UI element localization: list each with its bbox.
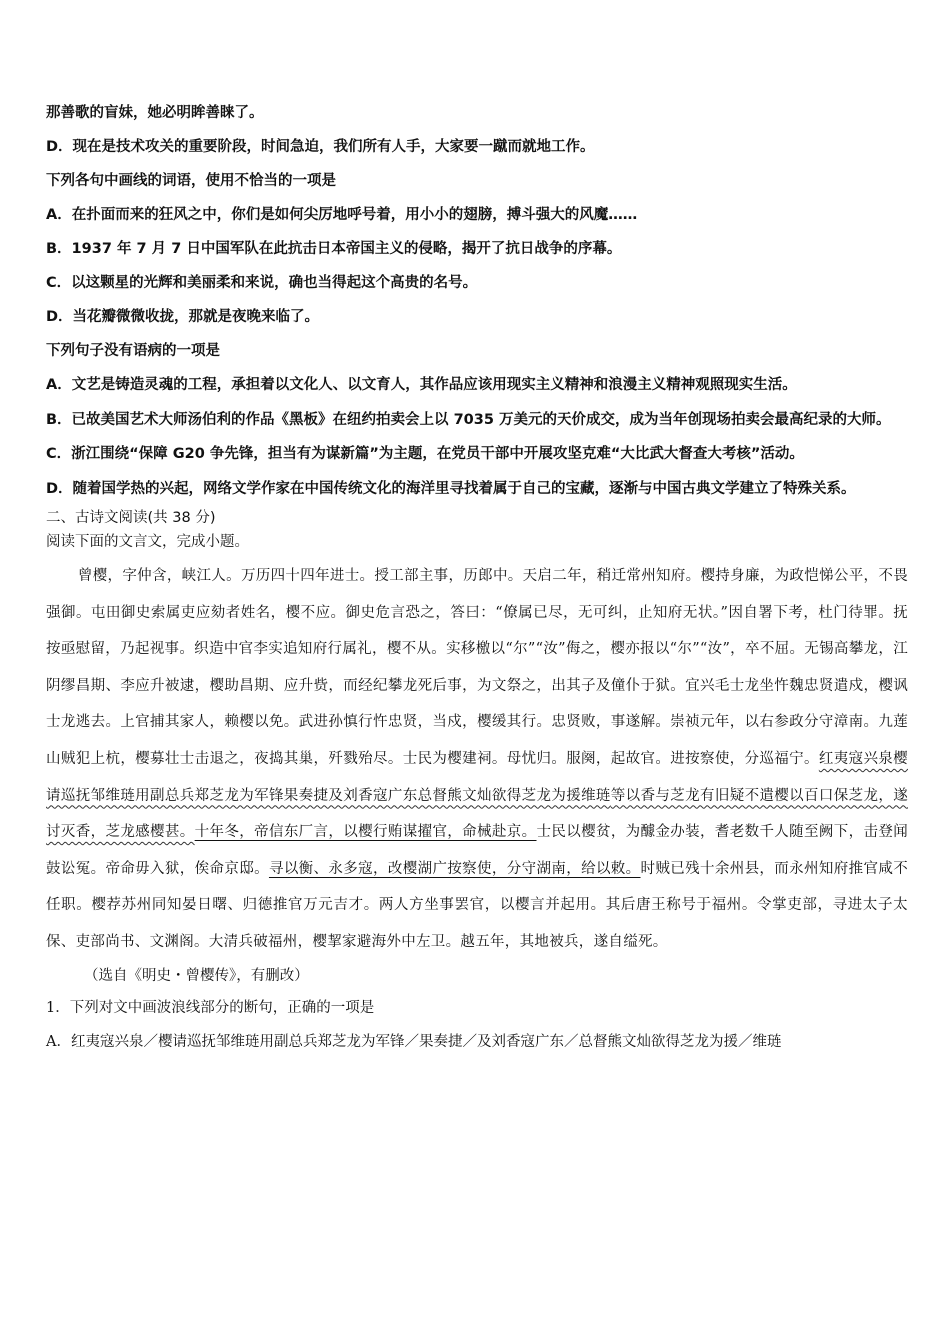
question-stem: 下列句子没有语病的一项是 (46, 343, 220, 359)
question-stem: 1．下列对文中画波浪线部分的断句，正确的一项是 (46, 999, 375, 1016)
passage-source: （选自《明史・曾樱传》，有删改） (84, 967, 309, 984)
classical-passage (46, 558, 908, 961)
option-d: D．当花瓣微微收拢，那就是夜晚来临了。 (46, 309, 320, 325)
passage-text: 曾樱，字仲含，峡江人。万历四十四年进士。授工部主事，历郎中。天启二年，稍迁常州知府。樱持身廉，为政恺悌公平，不畏强御。屯田御史索属吏应劾者姓名，樱不应。御史危言恐之，答曰：“僚属已尽，无可纠，止知府无状。”因自署下考，杜门待罪。抚按亟慰留，乃起视事。织造中官李实追知府行属礼，樱不从。实移檄以“尔”“汝”侮之，樱亦报以“尔”“汝”，卒不屈。无锡高攀龙，江阴缪昌期、李应升被逮，樱助昌期、应升赀，而经纪攀龙死后事，为文祭之，出其子及僮仆于狱。宜兴毛士龙坐忤魏忠贤遣戍，樱讽士龙逃去。上官捕其家人，赖樱以免。武进孙慎行忤忠贤，当戍，樱缓其行。忠贤败，事遂解。崇祯元年，以右参政分守漳南。九莲山贼犯上杭，樱募壮士击退之，夜捣其巢，歼戮殆尽。士民为樱建祠。母忧归。服阕，起故官。进按察使，分巡福宁。 (46, 568, 908, 767)
option-b: B．1937 年 7 月 7 日中国军队在此抗击日本帝国主义的侵略，揭开了抗日战争的序幕。 (46, 241, 622, 257)
option-d: D．现在是技术攻关的重要阶段，时间急迫，我们所有人手，大家要一蹴而就地工作。 (46, 139, 595, 155)
question-word-usage (46, 164, 908, 334)
question-stem: 下列各句中画线的词语，使用不恰当的一项是 (46, 173, 336, 189)
option-b: B．已故美国艺术大师汤伯利的作品《黑板》在纽约拍卖会上以 7035 万美元的天价成交，成为当年创现场拍卖会最高纪录的大师。 (46, 411, 891, 428)
passage-text: 时贼已残十余州县，而永州知府推官咸不任职。樱荐苏州同知晏日曙、归德推官万元吉才。两人方坐事罢官，以樱言并起用。其后唐王称号于福州。令掌吏部，寻进太子太保、吏部尚书、文渊阁。大清兵破福州，樱挈家避海外中左卫。越五年，其地被兵，遂自缢死。 (46, 860, 909, 950)
option-a: A．在扑面而来的狂风之中，你们是如何尖厉地呼号着，用小小的翅膀，搏斗强大的风魔…… (46, 207, 638, 223)
previous-question-tail (46, 96, 908, 164)
question-grammar (46, 334, 908, 506)
wavy-underlined-text: 等以香与芝龙有旧疑不遣樱以百口保芝龙，遂讨灭香，芝龙感樱甚。 (46, 787, 908, 841)
option-a: A．文艺是铸造灵魂的工程，承担着以文化人、以文育人，其作品应该用现实主义精神和浪漫主义精神观照现实生活。 (46, 377, 797, 393)
part-two (46, 506, 908, 1059)
underlined-sentence: 十年冬，帝信东厂言，以樱行贿谋擢官，命械赴京。 (194, 824, 537, 841)
option-d: D．随着国学热的兴起，网络文学作家在中国传统文化的海洋里寻找着属于自己的宝藏，逐渐与中国古典文学建立了特殊关系。 (46, 480, 856, 497)
option-a: A．红夷寇兴泉／樱请巡抚邹维琏用副总兵郑芝龙为军锋／果奏捷／及刘香寇广东／总督熊文灿欲得芝龙为援／维琏 (46, 1033, 782, 1050)
wavy-underlined-text: 红夷寇兴泉樱请巡抚邹维琏用副总兵郑芝龙为军锋果奏捷及刘香寇广东总督熊文灿欲得芝龙为援维琏 (46, 750, 908, 804)
underlined-sentence: 寻以衡、永多寇，改樱湖广按察使，分守湖南，给以敕。 (268, 860, 641, 877)
passage-text: 士民以樱贫，为醵金办装，耆老数千人随至阙下，击登闻鼓讼冤。帝命毋入狱，俟命京邸。 (46, 824, 909, 877)
reading-instruction: 阅读下面的文言文，完成小题。 (46, 534, 249, 550)
text-line: 那善歌的盲妹，她必明眸善睐了。 (46, 105, 264, 121)
section-heading: 二、古诗文阅读(共 38 分) (46, 510, 216, 526)
option-c: C．浙江围绕“保障 G20 争先锋，担当有为谋新篇”为主题，在党员干部中开展攻坚克难“大比武大督查大考核”活动。 (46, 446, 804, 462)
option-c: C．以这颗星的光辉和美丽柔和来说，确也当得起这个高贵的名号。 (46, 275, 478, 291)
exam-page (46, 96, 908, 1059)
